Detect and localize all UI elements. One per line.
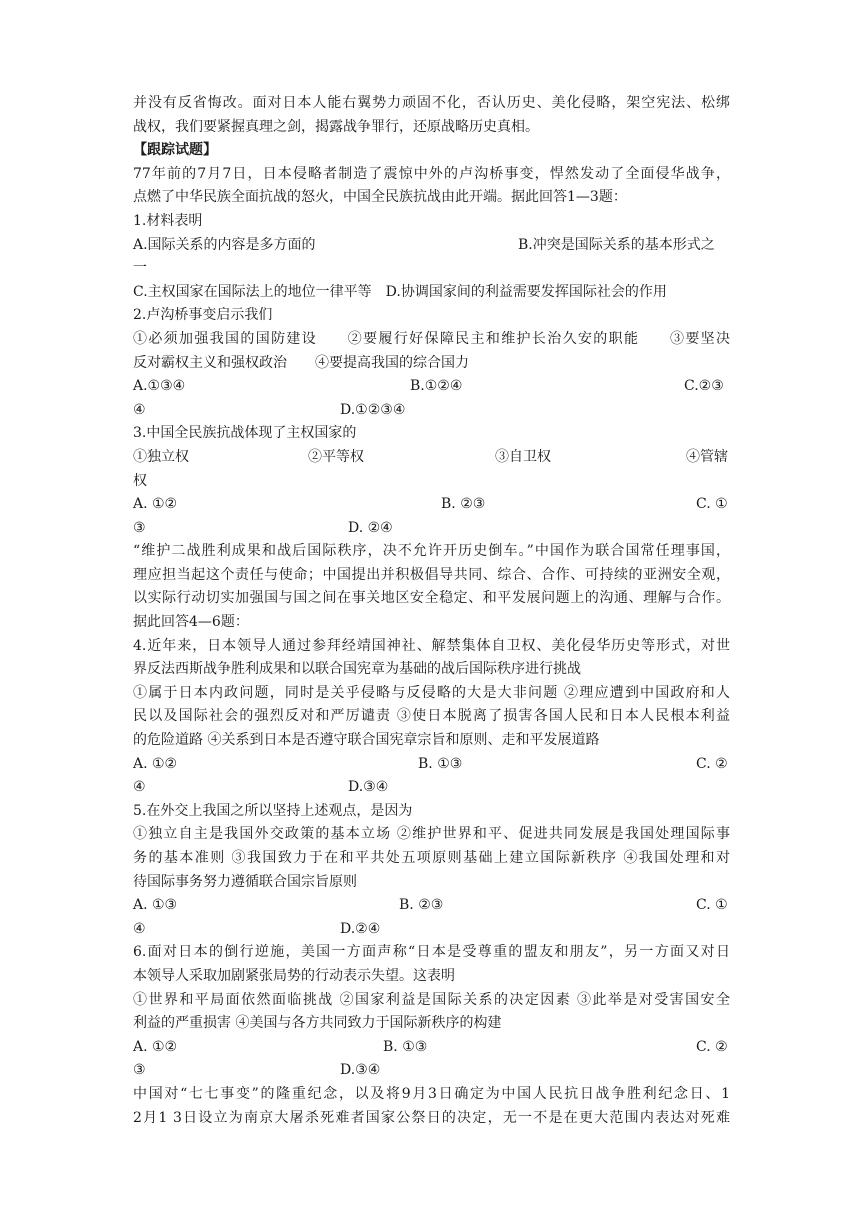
text-line: 中国对“七七事变”的隆重纪念，以及将9月3日确定为中国人民抗日战争胜利纪念日、1 — [133, 1085, 730, 1102]
text-line: 点燃了中华民族全面抗战的怒火，中国全民族抗战由此开端。据此回答1—3题： — [133, 189, 627, 206]
option-a: A. ①② — [133, 496, 178, 513]
text-line: ①世界和平局面依然面临挑战 ②国家利益是国际关系的决定因素 ③此举是对受害国安全 — [133, 991, 730, 1008]
option-d: D.②④ — [340, 920, 381, 937]
option-row — [133, 776, 730, 800]
choice-3: ③自卫权 — [495, 448, 551, 465]
option-row — [133, 517, 730, 541]
text-line: 据此回答4—6题： — [133, 614, 249, 631]
text-line: 2月1 3日设立为南京大屠杀死难者国家公祭日的决定，无一不是在更大范围内表达对死难 — [133, 1109, 730, 1126]
question-stem: 6.面对日本的倒行逆施，美国一方面声称“日本是受尊重的盟友和朋友”，另一方面又对日 — [133, 944, 730, 961]
text-line: 并没有反省悔改。面对日本人能右翼势力顽固不化，否认历史、美化侵略，架空宪法、松绑 — [133, 95, 730, 111]
document-page — [133, 92, 730, 1130]
option-a: A.①③④ — [133, 378, 186, 395]
option-row — [133, 1036, 730, 1060]
choice-1: ①独立权 — [133, 448, 189, 465]
option-b: B. ①③ — [418, 755, 463, 772]
option-a: A. ①③ — [133, 897, 178, 914]
option-c: C. ② — [696, 1038, 728, 1055]
option-d: D.③④ — [340, 1062, 381, 1079]
option-b: B. ②③ — [399, 897, 444, 914]
choice-4: ④管辖 — [686, 448, 728, 465]
option-a: A. ①② — [133, 755, 178, 772]
option-b: B.①②④ — [410, 378, 463, 395]
option-row — [133, 493, 730, 517]
text-line: 本领导人采取加剧紧张局势的行动表示失望。这表明 — [133, 967, 455, 984]
option-row — [133, 234, 730, 258]
option-c-wrap: ④ — [133, 920, 146, 937]
text-line: 权 — [133, 472, 147, 489]
text-line: 界反法西斯战争胜利成果和以联合国宪章为基础的战后国际秩序进行挑战 — [133, 661, 581, 678]
text-line: 的危险道路 ④关系到日本是否遵守联合国宪章宗旨和原则、走和平发展道路 — [133, 732, 600, 749]
text-line: 利益的严重损害 ④美国与各方共同致力于国际新秩序的构建 — [133, 1015, 502, 1032]
option-c-wrap: ③ — [133, 519, 146, 536]
option-c: C.②③ — [684, 378, 724, 395]
option-row — [133, 894, 730, 918]
text-line: 反对霸权主义和强权政治 ④要提高我国的综合国力 — [133, 354, 469, 371]
option-c: C. ① — [696, 496, 728, 513]
text-line: ①属于日本内政问题，同时是关乎侵略与反侵略的大是大非问题 ②理应遭到中国政府和人 — [133, 684, 730, 701]
option-b: B. ②③ — [441, 496, 486, 513]
option-a: A.国际关系的内容是多方面的 — [133, 236, 316, 253]
option-row — [133, 1059, 730, 1083]
option-c-wrap: ④ — [133, 401, 146, 418]
text-line: 战权，我们要紧握真理之剑，揭露战争罪行，还原战略历史真相。 — [133, 118, 539, 135]
question-stem: 1.材料表明 — [133, 212, 203, 229]
option-c-wrap: ③ — [133, 1062, 146, 1079]
option-b: B.冲突是国际关系的基本形式之 — [518, 236, 715, 253]
question-stem: 4.近年来，日本领导人通过参拜经靖国神社、解禁集体自卫权、美化侵华历史等形式，对世 — [133, 637, 730, 654]
option-c: C. ② — [696, 755, 728, 772]
option-d: D.③④ — [348, 779, 389, 796]
option-d: D. ②④ — [348, 519, 393, 536]
text-line: 以实际行动切实加强国与国之间在事关地区安全稳定、和平发展问题上的沟通、理解与合作。 — [133, 590, 730, 607]
option-b: B. ①③ — [383, 1038, 428, 1055]
option-d: D.①②③④ — [340, 401, 406, 418]
text-line: 待国际事务努力遵循联合国宗旨原则 — [133, 873, 357, 890]
option-c-wrap: ④ — [133, 779, 146, 796]
question-stem: 3.中国全民族抗战体现了主权国家的 — [133, 425, 357, 442]
option-row — [133, 375, 730, 399]
option-row — [133, 399, 730, 423]
option-row — [133, 753, 730, 777]
option-c: C. ① — [696, 897, 728, 914]
text-line: 民以及国际社会的强烈反对和严厉谴责 ③使日本脱离了损害各国人民和日本人民根本利益 — [133, 708, 730, 725]
text-line: ①独立自主是我国外交政策的基本立场 ②维护世界和平、促进共同发展是我国处理国际事 — [133, 826, 730, 843]
option-row — [133, 446, 730, 470]
section-heading: 【跟踪试题】 — [133, 142, 217, 159]
text-line: 一 — [133, 260, 147, 277]
text-line: 77年前的7月7日，日本侵略者制造了震惊中外的卢沟桥事变，悍然发动了全面侵华战争， — [133, 165, 730, 182]
option-row: C.主权国家在国际法上的地位一律平等 D.协调国家间的利益需要发挥国际社会的作用 — [133, 283, 667, 300]
text-line: “维护二战胜利成果和战后国际秩序，决不允许开历史倒车。”中国作为联合国常任理事国， — [133, 543, 730, 560]
text-line: 理应担当起这个责任与使命；中国提出并积极倡导共同、综合、合作、可持续的亚洲安全观， — [133, 566, 730, 583]
text-line: 务的基本准则 ③我国致力于在和平共处五项原则基础上建立国际新秩序 ④我国处理和对 — [133, 850, 730, 866]
question-stem: 5.在外交上我国之所以坚持上述观点，是因为 — [133, 802, 413, 819]
text-line: ①必须加强我国的国防建设 ②要履行好保障民主和维护长治久安的职能 ③要坚决 — [133, 330, 730, 347]
option-a: A. ①② — [133, 1038, 178, 1055]
option-row — [133, 918, 730, 942]
question-stem: 2.卢沟桥事变启示我们 — [133, 307, 273, 324]
choice-2: ②平等权 — [308, 448, 364, 465]
